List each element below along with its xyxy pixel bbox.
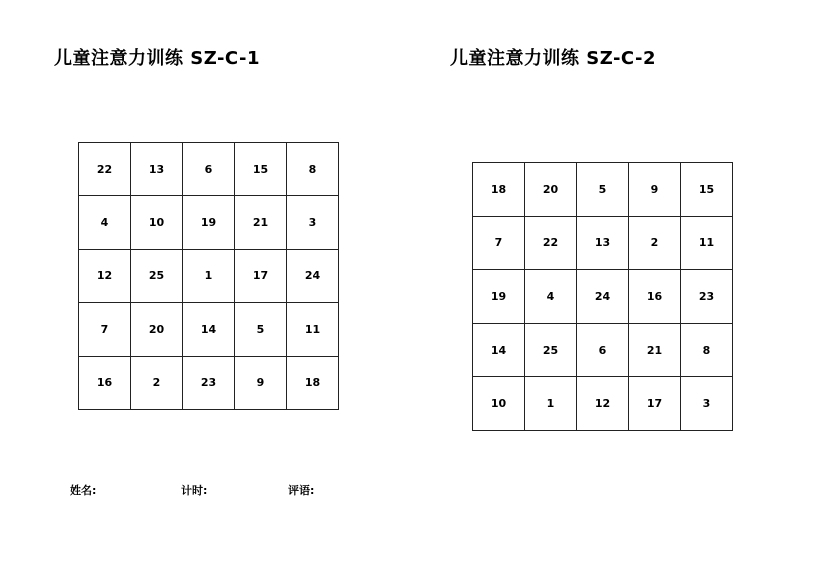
grid-cell: 11 bbox=[681, 216, 733, 270]
grid-cell: 6 bbox=[183, 143, 235, 196]
schulte-grid-1 bbox=[78, 142, 339, 410]
grid-row bbox=[79, 249, 339, 302]
grid-row bbox=[79, 143, 339, 196]
grid-cell: 9 bbox=[629, 163, 681, 217]
grid-cell: 18 bbox=[473, 163, 525, 217]
grid-cell: 22 bbox=[525, 216, 577, 270]
grid-cell: 17 bbox=[235, 249, 287, 302]
grid-cell: 9 bbox=[235, 356, 287, 409]
grid-cell: 7 bbox=[473, 216, 525, 270]
grid-row bbox=[473, 216, 733, 270]
timer-label: 计时: bbox=[181, 484, 208, 497]
grid-cell: 14 bbox=[473, 323, 525, 377]
grid-cell: 17 bbox=[629, 377, 681, 431]
grid-cell: 25 bbox=[525, 323, 577, 377]
grid-cell: 1 bbox=[525, 377, 577, 431]
grid-row bbox=[473, 377, 733, 431]
grid-cell: 24 bbox=[577, 270, 629, 324]
grid-row bbox=[473, 323, 733, 377]
grid-cell: 15 bbox=[235, 143, 287, 196]
grid-row bbox=[79, 303, 339, 356]
schulte-grid-2 bbox=[472, 162, 733, 431]
grid-cell: 25 bbox=[131, 249, 183, 302]
grid-row bbox=[473, 270, 733, 324]
grid-row bbox=[473, 163, 733, 217]
grid-cell: 15 bbox=[681, 163, 733, 217]
grid-cell: 1 bbox=[183, 249, 235, 302]
sheet-1-title: 儿童注意力训练 SZ-C-1 bbox=[54, 48, 261, 69]
grid-cell: 6 bbox=[577, 323, 629, 377]
grid-row bbox=[79, 356, 339, 409]
grid-cell: 10 bbox=[131, 196, 183, 249]
grid-cell: 22 bbox=[79, 143, 131, 196]
grid-cell: 5 bbox=[577, 163, 629, 217]
grid-cell: 23 bbox=[681, 270, 733, 324]
grid-cell: 19 bbox=[473, 270, 525, 324]
grid-cell: 21 bbox=[629, 323, 681, 377]
grid-cell: 21 bbox=[235, 196, 287, 249]
grid-cell: 16 bbox=[79, 356, 131, 409]
grid-cell: 8 bbox=[287, 143, 339, 196]
grid-cell: 8 bbox=[681, 323, 733, 377]
grid-cell: 24 bbox=[287, 249, 339, 302]
grid-cell: 20 bbox=[131, 303, 183, 356]
grid-cell: 16 bbox=[629, 270, 681, 324]
grid-cell: 4 bbox=[525, 270, 577, 324]
comment-label: 评语: bbox=[288, 484, 315, 497]
grid-cell: 5 bbox=[235, 303, 287, 356]
grid-cell: 7 bbox=[79, 303, 131, 356]
grid-cell: 11 bbox=[287, 303, 339, 356]
grid-cell: 2 bbox=[629, 216, 681, 270]
sheet-2-title: 儿童注意力训练 SZ-C-2 bbox=[450, 48, 657, 69]
grid-cell: 12 bbox=[79, 249, 131, 302]
grid-cell: 10 bbox=[473, 377, 525, 431]
grid-cell: 4 bbox=[79, 196, 131, 249]
grid-cell: 19 bbox=[183, 196, 235, 249]
grid-cell: 18 bbox=[287, 356, 339, 409]
name-label: 姓名: bbox=[70, 484, 97, 497]
grid-cell: 13 bbox=[131, 143, 183, 196]
grid-cell: 20 bbox=[525, 163, 577, 217]
grid-cell: 23 bbox=[183, 356, 235, 409]
grid-cell: 3 bbox=[287, 196, 339, 249]
grid-cell: 14 bbox=[183, 303, 235, 356]
grid-row bbox=[79, 196, 339, 249]
grid-cell: 3 bbox=[681, 377, 733, 431]
grid-cell: 13 bbox=[577, 216, 629, 270]
grid-cell: 2 bbox=[131, 356, 183, 409]
grid-cell: 12 bbox=[577, 377, 629, 431]
